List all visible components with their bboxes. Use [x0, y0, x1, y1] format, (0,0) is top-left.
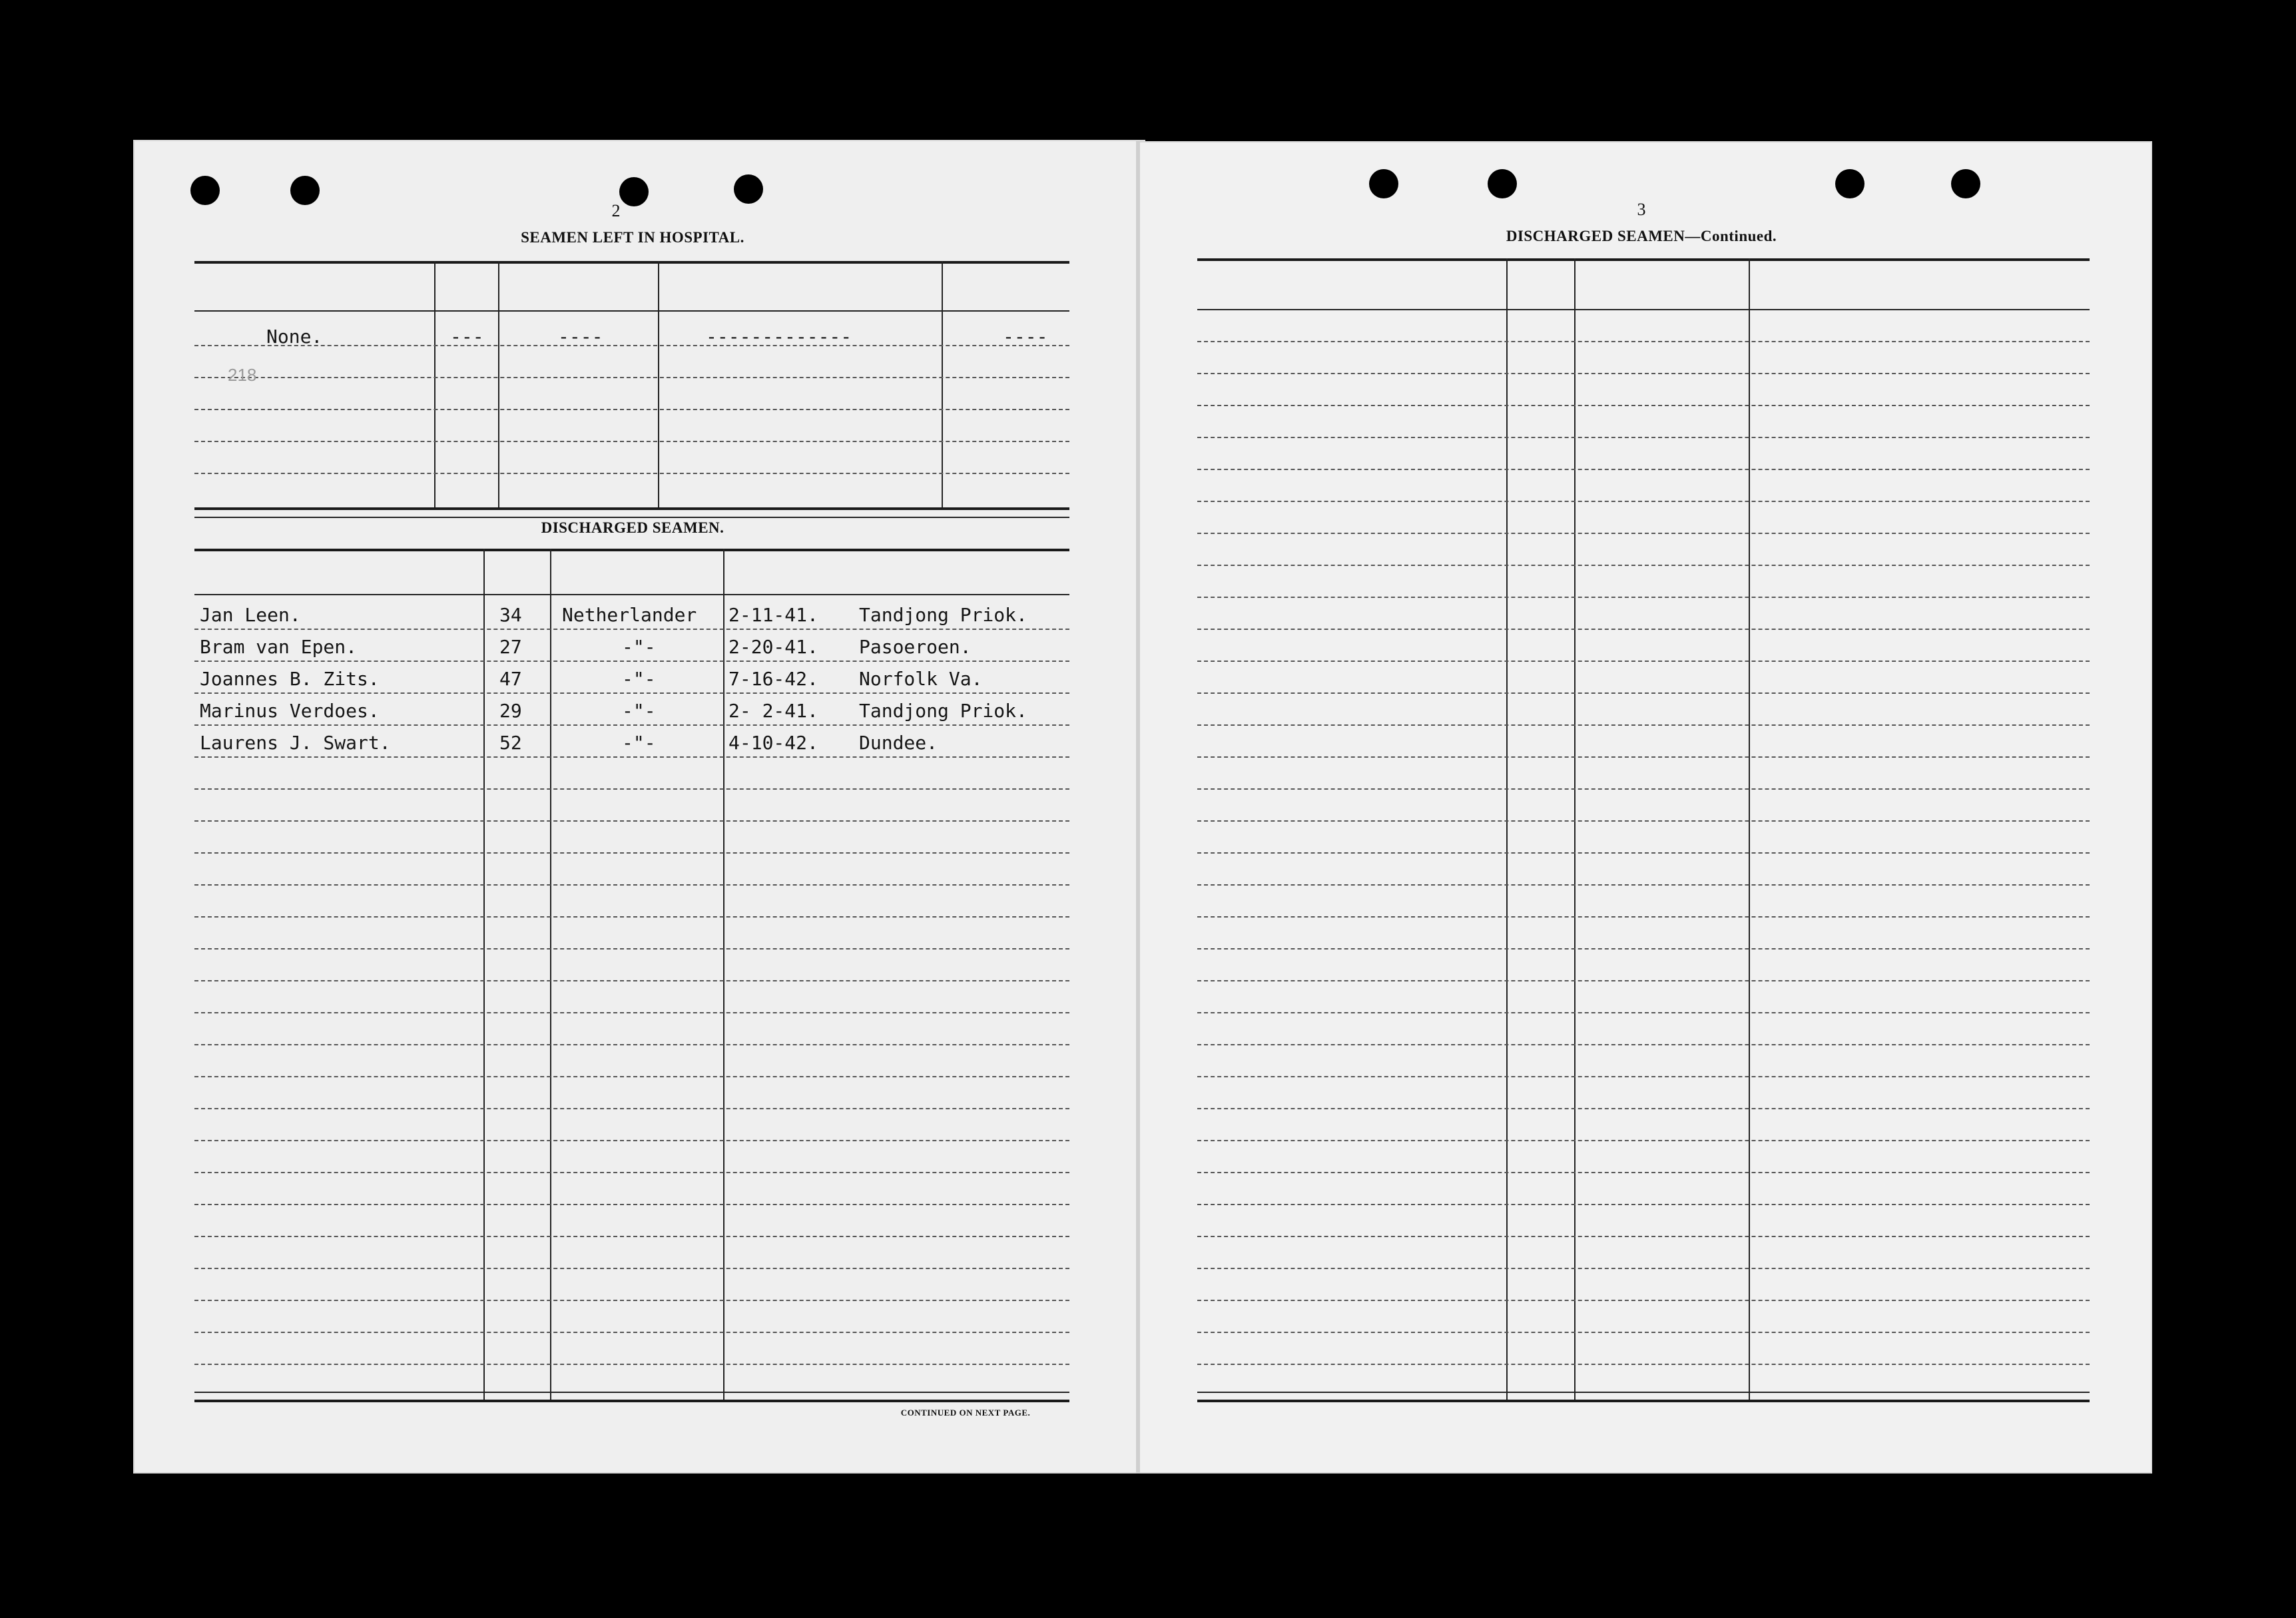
ruled-line [194, 788, 1069, 790]
ruled-line [1197, 1332, 2090, 1333]
column-divider [942, 261, 943, 507]
ruled-line [194, 916, 1069, 918]
column-divider [658, 261, 659, 507]
ruled-line [1197, 533, 2090, 534]
ruled-line [1197, 1140, 2090, 1141]
ruled-line [194, 1268, 1069, 1269]
ruled-line [1197, 884, 2090, 886]
punch-hole [1369, 169, 1398, 198]
ruled-line [194, 948, 1069, 949]
continued-section-title: DISCHARGED SEAMEN—Continued. [1506, 228, 1777, 244]
seaman-age: 47 [499, 668, 522, 690]
ruled-line [194, 1332, 1069, 1333]
punch-hole [190, 176, 220, 205]
ruled-line [1197, 1076, 2090, 1077]
ruled-line [1197, 1364, 2090, 1365]
ruled-line [1197, 1300, 2090, 1301]
header-bottom-rule [194, 310, 1069, 312]
ruled-line [194, 441, 1069, 442]
signed-on-place: Norfolk Va. [859, 668, 983, 690]
table-top-rule [1197, 258, 2090, 261]
ruled-line [1197, 820, 2090, 822]
seaman-nationality: -"- [622, 700, 656, 722]
ruled-line [194, 820, 1069, 822]
header-bottom-rule [1197, 309, 2090, 310]
seaman-age: 52 [499, 732, 522, 754]
ruled-line [1197, 980, 2090, 981]
entry-name: None. [266, 326, 323, 348]
column-divider [723, 549, 724, 1400]
ruled-line [194, 1172, 1069, 1173]
ruled-line [194, 377, 1069, 378]
ruled-line [1197, 1012, 2090, 1013]
punch-hole [1835, 169, 1865, 198]
column-divider [483, 549, 485, 1400]
column-divider [434, 261, 435, 507]
ruled-line [1197, 405, 2090, 406]
entry-signed-on: ------------- [706, 326, 852, 348]
ruled-line [1197, 437, 2090, 438]
ruled-line [1197, 692, 2090, 694]
ruled-line [194, 852, 1069, 854]
ruled-line [1197, 1044, 2090, 1045]
ruled-line [1197, 629, 2090, 630]
ruled-line [1197, 661, 2090, 662]
entry-nationality: ---- [558, 326, 603, 348]
ruled-line [194, 1108, 1069, 1109]
signed-on-place: Tandjong Priok. [859, 604, 1027, 626]
signed-on-date: 4-10-42. [728, 732, 818, 754]
hospital-sub-rule [194, 517, 1069, 518]
ruled-line [1197, 469, 2090, 470]
seaman-name: Jan Leen. [200, 604, 301, 626]
ruled-line [194, 756, 1069, 758]
entry-age: --- [450, 326, 484, 348]
seaman-name: Laurens J. Swart. [200, 732, 391, 754]
ruled-line [194, 345, 1069, 346]
ruled-line [1197, 1236, 2090, 1237]
table-bottom-rule [194, 507, 1069, 510]
ruled-line [194, 661, 1069, 662]
table-top-rule [194, 261, 1069, 264]
ruled-line [1197, 948, 2090, 949]
table-top-rule [194, 549, 1069, 551]
ruled-line [194, 980, 1069, 981]
ruled-line [194, 629, 1069, 630]
page-gutter [1136, 141, 1140, 1474]
ruled-line [1197, 597, 2090, 598]
ruled-line [194, 1236, 1069, 1237]
signed-on-place: Tandjong Priok. [859, 700, 1027, 722]
table-bottom-rule-2 [1197, 1392, 2090, 1393]
ruled-line [194, 1140, 1069, 1141]
seaman-name: Marinus Verdoes. [200, 700, 380, 722]
ruled-line [1197, 788, 2090, 790]
ruled-line [1197, 852, 2090, 854]
signed-on-date: 2- 2-41. [728, 700, 818, 722]
column-divider [1749, 258, 1750, 1400]
seaman-name: Bram van Epen. [200, 636, 358, 658]
ruled-line [1197, 1172, 2090, 1173]
signed-on-date: 2-20-41. [728, 636, 818, 658]
signed-on-place: Dundee. [859, 732, 938, 754]
seaman-nationality: -"- [622, 636, 656, 658]
continued-note: CONTINUED ON NEXT PAGE. [900, 1408, 1031, 1418]
seaman-age: 27 [499, 636, 522, 658]
ruled-line [1197, 373, 2090, 374]
column-divider [1574, 258, 1576, 1400]
seaman-name: Joannes B. Zits. [200, 668, 380, 690]
page-number: 2 [611, 201, 621, 220]
hospital-section-title: SEAMEN LEFT IN HOSPITAL. [521, 229, 744, 246]
ruled-line [1197, 341, 2090, 342]
ruled-line [1197, 501, 2090, 502]
punch-hole [1951, 169, 1980, 198]
table-bottom-rule [1197, 1400, 2090, 1402]
ruled-line [194, 1300, 1069, 1301]
signed-on-date: 7-16-42. [728, 668, 818, 690]
signed-on-place: Pasoeroen. [859, 636, 972, 658]
ruled-line [194, 1204, 1069, 1205]
seaman-age: 29 [499, 700, 522, 722]
ruled-line [1197, 565, 2090, 566]
ruled-line [1197, 916, 2090, 918]
margin-mark: 218 [228, 365, 257, 385]
ruled-line [194, 409, 1069, 410]
ruled-line [1197, 724, 2090, 726]
column-divider [550, 549, 551, 1400]
signed-on-date: 2-11-41. [728, 604, 818, 626]
column-divider [498, 261, 499, 507]
column-divider [1506, 258, 1508, 1400]
ruled-line [194, 724, 1069, 726]
entry-sickness: ---- [1003, 326, 1048, 348]
ruled-line [1197, 1108, 2090, 1109]
seaman-nationality: Netherlander [562, 604, 697, 626]
discharged-section-title: DISCHARGED SEAMEN. [541, 519, 724, 536]
ruled-line [194, 473, 1069, 474]
seaman-nationality: -"- [622, 668, 656, 690]
ruled-line [194, 1044, 1069, 1045]
ruled-line [194, 1364, 1069, 1365]
punch-hole [734, 174, 763, 204]
seaman-nationality: -"- [622, 732, 656, 754]
punch-hole [290, 176, 320, 205]
ruled-line [194, 884, 1069, 886]
ruled-line [194, 1012, 1069, 1013]
punch-hole [1488, 169, 1517, 198]
ruled-line [1197, 1268, 2090, 1269]
ruled-line [194, 1076, 1069, 1077]
ruled-line [1197, 756, 2090, 758]
header-bottom-rule [194, 594, 1069, 595]
page-number: 3 [1637, 200, 1646, 219]
ruled-line [194, 692, 1069, 694]
ruled-line [1197, 1204, 2090, 1205]
table-bottom-rule [194, 1400, 1069, 1402]
seaman-age: 34 [499, 604, 522, 626]
table-bottom-rule-2 [194, 1392, 1069, 1393]
